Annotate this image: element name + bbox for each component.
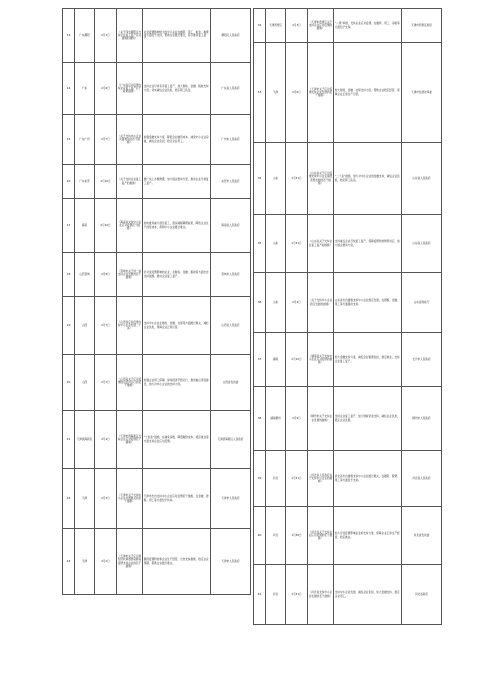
table-row <box>63 9 251 63</box>
table-row <box>63 411 251 469</box>
row-region: 河北 <box>266 565 286 625</box>
row-number: 21 <box>63 411 75 469</box>
row-region: 湖南郴州 <box>266 387 286 451</box>
row-date: 2月7日 <box>95 355 117 411</box>
row-region: 山西晋城 <box>75 253 95 297</box>
row-date: 2月3日 <box>95 469 117 529</box>
row-number: 35 <box>254 215 266 273</box>
row-date: 2月7日 <box>95 115 117 165</box>
row-region: 湖南 <box>266 333 286 387</box>
row-date: 1月31日 <box>286 143 308 215</box>
row-title: 《山西省关于应对疫情稳定经济运行的若干措施》 <box>117 355 143 411</box>
row-region: 天津 <box>75 469 95 529</box>
row-department: 山东省人民政府 <box>402 143 442 215</box>
row-region: 广东 <box>75 63 95 115</box>
row-number: 41 <box>254 565 266 625</box>
table-row <box>254 215 442 273</box>
row-date: 2月4日 <box>95 411 117 469</box>
row-description: 加强企业用工保障，保持经济平稳运行，推进重点项目建设，加大对中小企业的支持力度。 <box>143 355 211 411</box>
table-row <box>63 115 251 165</box>
row-title: 《天津市关于应对新型冠状病毒感染肺炎疫情支持企业的若干措施》 <box>117 529 143 595</box>
row-date: 2月4日 <box>286 273 308 333</box>
row-department: 天津市人民政府 <box>211 529 251 595</box>
row-number: 17 <box>63 199 75 253</box>
row-date: 1月31日 <box>286 451 308 507</box>
table-row <box>63 469 251 529</box>
row-region: 天津 <box>75 529 95 595</box>
row-title: 《河北省人民政府关于支持中小企业的措施》 <box>308 451 334 507</box>
row-number: 37 <box>254 333 266 387</box>
row-department: 潮阳区人民政府 <box>211 9 251 63</box>
table-row <box>63 355 251 411</box>
row-title: 《湖南省关于支持中小企业应对疫情的措施》 <box>308 333 334 387</box>
table-row <box>254 43 442 143</box>
table-row <box>63 529 251 595</box>
row-department: 天津市西青区政府 <box>402 9 442 43</box>
row-description: 围绕疫情防控和企业生产经营，出台支持措施，稳定企业预期，帮助企业渡过难关。 <box>143 529 211 595</box>
row-number: 20 <box>63 355 75 411</box>
row-date: 2月7日 <box>95 297 117 355</box>
row-department: 天津市人民政府 <box>211 469 251 529</box>
row-description: 加大金融支持力度，减轻企业税费负担，稳定就业，支持企业复工复产。 <box>334 333 402 387</box>
row-description: 支持企业尽快有序复工复产，加大财政、金融、税收支持力度，切实减轻企业负担，稳定职工队伍。 <box>143 63 211 115</box>
row-department: 山东省财政厅 <box>402 273 442 333</box>
row-description: 对受疫情影响较大的中小企业在融资、用工、租金、税费等方面给予支持，帮助企业渡过难关，有序推动复工复产。 <box>143 9 211 63</box>
row-region: 广东广州 <box>75 115 95 165</box>
row-date: 2月3日 <box>286 9 308 43</box>
row-title: 《广东省应对疫情支持企业复工复产若干政策措施》 <box>117 63 143 115</box>
row-region: 山东 <box>266 273 286 333</box>
row-region: 天津滨海新区 <box>75 411 95 469</box>
row-number: 15 <box>63 115 75 165</box>
row-description: 支持中小企业发展，减轻企业负担，加大金融支持，稳定企业用工。 <box>334 565 402 625</box>
table-row <box>254 451 442 507</box>
row-region: 河北 <box>266 507 286 565</box>
row-description: 山东省出台措施支持中小企业稳定发展，在财税、金融、用工等方面提供支持。 <box>334 273 402 333</box>
table-row <box>254 9 442 43</box>
table-row <box>254 273 442 333</box>
row-number: 32 <box>254 9 266 43</box>
row-date: 2月3日 <box>95 9 117 63</box>
row-department: 河北省人民政府 <box>402 451 442 507</box>
row-title: 《河北省关于支持企业应对疫情的若干措施》 <box>308 507 334 565</box>
row-title: 《晋城市关于进一步支持企业发展的若干措施》 <box>117 253 143 297</box>
row-title: 《关于支持中小企业稳定发展的措施》 <box>308 273 334 333</box>
row-date: 2月10日 <box>95 199 117 253</box>
row-department: 河北省政府 <box>402 565 442 625</box>
row-date: 2月6日 <box>286 43 308 143</box>
row-date: 2月6日 <box>95 63 117 115</box>
row-description: 加大对受疫情影响企业的支持力度，保障企业正常生产经营，稳定就业。 <box>334 507 402 565</box>
row-description: 针对受疫情影响的企业，在财政、金融、税收等方面出台支持措施，推动企业复工复产。 <box>143 253 211 297</box>
row-region: 广东潮阳 <box>75 9 95 63</box>
row-number: 40 <box>254 507 266 565</box>
row-description: 支持中小企业在财政、金融、社保等方面渡过难关，减轻企业负担，保障企业正常运营。 <box>143 297 211 355</box>
row-department: 河北省发改委 <box>402 507 442 565</box>
row-department: 晋城市人民政府 <box>211 253 251 297</box>
row-description: 加快推进重大项目复工，落实减税降费政策，降低企业生产经营成本，帮助中小企业渡过难关。 <box>143 199 211 253</box>
row-title: 《河北省支持中小企业发展的若干措施》 <box>308 565 334 625</box>
row-date: 2月2日 <box>95 529 117 595</box>
row-region: 山西 <box>75 355 95 411</box>
row-title: 《关于印发潮阳区支持企业复工复产有关措施的通知》 <box>117 9 143 63</box>
row-date: 1月30日 <box>286 507 308 565</box>
row-description: 推广线上办税缴费，加大援企稳岗力度，推动企业尽快复工复产。 <box>143 165 211 199</box>
row-description: 河北省出台措施支持中小企业渡过难关，在融资、税费、用工等方面给予支持。 <box>334 451 402 507</box>
row-region: 山东 <box>266 215 286 273</box>
row-number: 22 <box>63 469 75 529</box>
row-title: 《山东省关于应对疫情支持中小企业保经营稳发展的若干措施》 <box>308 143 334 215</box>
row-region: 河北 <box>266 451 286 507</box>
row-department: 广州市人民政府 <box>211 115 251 165</box>
row-number: 38 <box>254 387 266 451</box>
policy-table-right <box>253 8 442 625</box>
row-title: 《郴州市关于支持企业发展的措施》 <box>308 387 334 451</box>
row-title: 《天津市西青区关于支持企业应对疫情的措施》 <box>308 9 334 43</box>
row-description: 支持重点企业尽快复工复产，保障疫情防控物资供应，加大援企稳岗力度。 <box>334 215 402 273</box>
row-description: 加大财政、金融、社保支持力度，帮助企业稳定经营，保障企业正常生产运营。 <box>334 43 402 143</box>
row-title: 《海南省支持中小企业应对疫情若干措施》 <box>117 199 143 253</box>
row-description: “十四条”措施，在减免房租、降低融资成本、稳定就业等方面支持企业应对疫情。 <box>143 411 211 469</box>
row-department: 天津滨海新区人民政府 <box>211 411 251 469</box>
row-department: 天津市发展改革委 <box>402 43 442 143</box>
row-number: 13 <box>63 9 75 63</box>
row-number: 19 <box>63 297 75 355</box>
row-department: 广东省人民政府 <box>211 63 251 115</box>
row-department: 长沙市人民政府 <box>402 333 442 387</box>
row-number: 34 <box>254 143 266 215</box>
row-region: 海南 <box>75 199 95 253</box>
row-department: 山西省人民政府 <box>211 297 251 355</box>
row-department: 海南省人民政府 <box>211 199 251 253</box>
row-region: 天津西青区 <box>266 9 286 43</box>
row-number: 18 <box>63 253 75 297</box>
row-region: 山东 <box>266 143 286 215</box>
table-row <box>254 565 442 625</box>
row-title: 《关于支持中小企业共渡难关的若干措施》 <box>117 115 143 165</box>
table-row <box>63 199 251 253</box>
row-title: 《天津市滨海新区支持企业应对疫情若干措施》 <box>117 411 143 469</box>
table-row <box>63 165 251 199</box>
row-number: 23 <box>63 529 75 595</box>
policy-table-left <box>62 8 251 595</box>
table-row <box>63 63 251 115</box>
row-department: 郴州市人民政府 <box>402 387 442 451</box>
row-description: “八项”举措，支持企业应对疫情，在融资、用工、房租等方面给予支持。 <box>334 9 402 43</box>
row-number: 39 <box>254 451 266 507</box>
row-description: 天津市出台支持中小企业应对疫情若干措施，在金融、财税、用工等方面给予扶持。 <box>143 469 211 529</box>
row-title: 《山西省应对疫情支持中小企业发展二十条》 <box>117 297 143 355</box>
row-department: 东莞市人民政府 <box>211 165 251 199</box>
row-region: 山西 <box>75 297 95 355</box>
table-row <box>254 143 442 215</box>
row-date: 2月10日 <box>95 165 117 199</box>
row-region: 广东东莞 <box>75 165 95 199</box>
row-title: 《关于支持企业复工复产的措施》 <box>117 165 143 199</box>
row-date: 2月10日 <box>286 333 308 387</box>
row-date: 1月31日 <box>286 215 308 273</box>
row-number: 36 <box>254 273 266 333</box>
row-date: 1月31日 <box>286 565 308 625</box>
row-description: 加强金融支持力度，降低企业融资成本，减免中小企业房租，减轻企业负担，稳定企业用工。 <box>143 115 211 165</box>
table-row <box>63 253 251 297</box>
row-title: 《天津市关于支持中小企业共渡难关的若干措施》 <box>117 469 143 529</box>
table-row <box>254 333 442 387</box>
row-number: 14 <box>63 63 75 115</box>
row-region: 天津 <box>266 43 286 143</box>
table-row <box>63 297 251 355</box>
row-number: 16 <box>63 165 75 199</box>
row-title: 《山东省关于支持企业复工复产的措施》 <box>308 215 334 273</box>
row-number: 33 <box>254 43 266 143</box>
row-date: 2月9日 <box>286 387 308 451</box>
table-row <box>254 387 442 451</box>
row-department: 山东省人民政府 <box>402 215 442 273</box>
row-title: 《天津市关于应对疫情支持企业发展的若干措施》 <box>308 43 334 143</box>
row-description: 支持企业复工复产，加大财政资金支持，减轻企业负担，稳定企业发展。 <box>334 387 402 451</box>
row-date: 2月8日 <box>95 253 117 297</box>
table-row <box>254 507 442 565</box>
row-department: 山西省发改委 <box>211 355 251 411</box>
row-description: “二十条”措施，加大对中小企业的金融支持，减轻企业负担，稳定职工队伍。 <box>334 143 402 215</box>
